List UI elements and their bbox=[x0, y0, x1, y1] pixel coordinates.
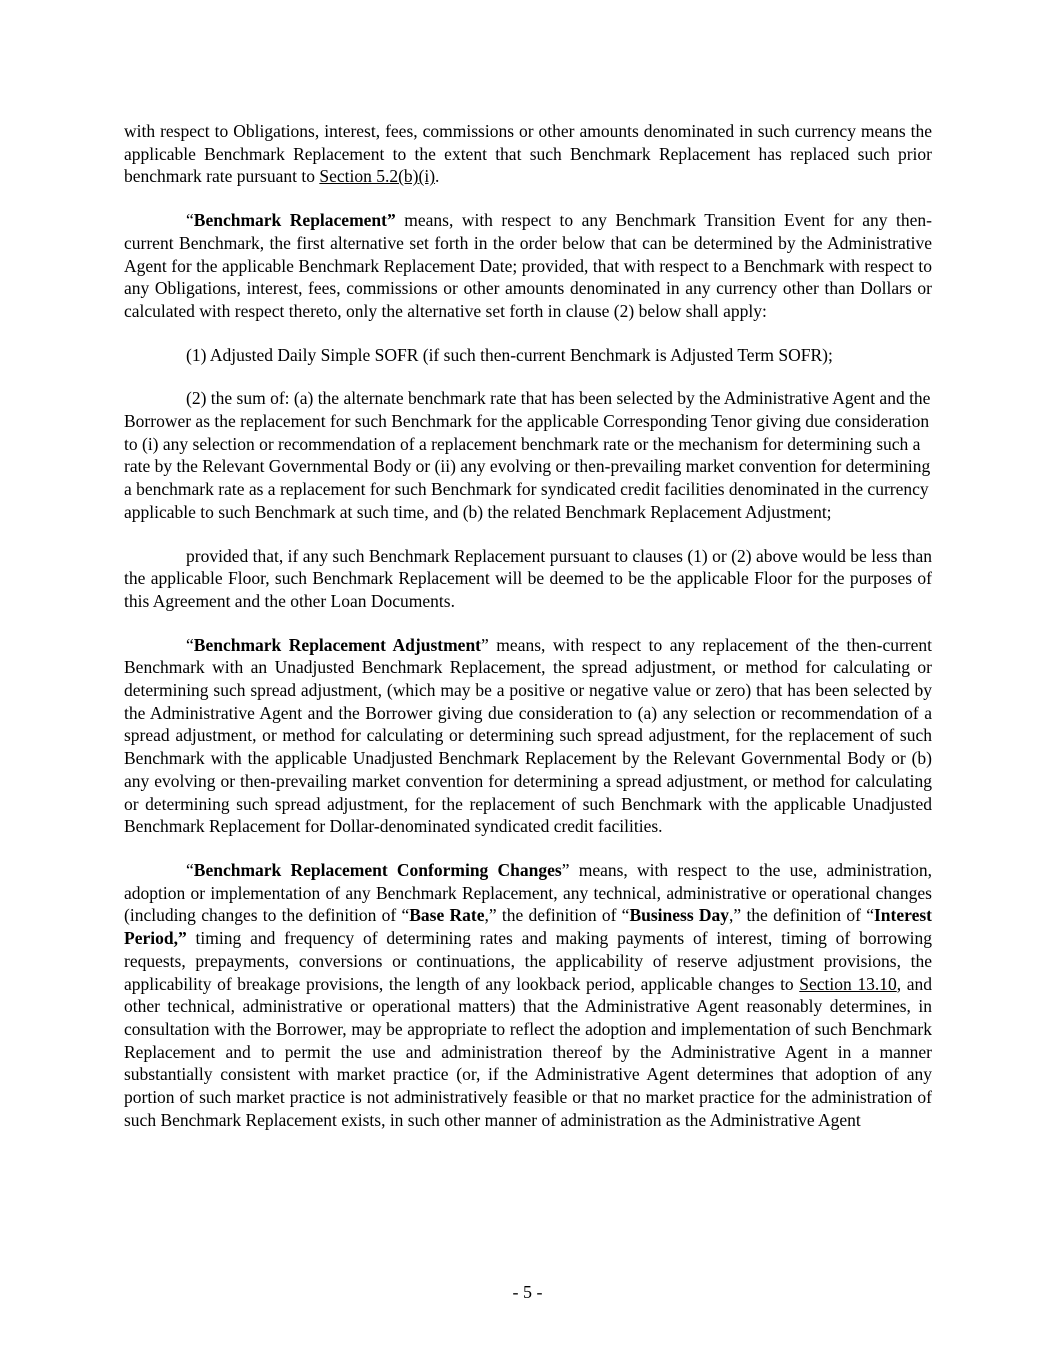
definition-text: timing and frequency of determining rates and making payments of interest, timing of borrowing requests, prepayments, conversions or continuations, the applicability of reserve adjustment provisions, the applicability of breakage provisions, the length of any lookback period, applicable changes to bbox=[124, 928, 932, 994]
definition-benchmark-replacement-adjustment bbox=[124, 634, 932, 838]
quote-mark: “ bbox=[186, 634, 194, 655]
clause-text: (2) the sum of: (a) the alternate benchmark rate that has been selected by the Administrative Agent and the Borrower as the replacement for such Benchmark for the applicable Corresponding Tenor giving due consideration to (i) any selection or recommendation of a replacement benchmark rate or the mechanism for determining such a rate by the Relevant Governmental Body or (ii) any evolving or then-prevailing market convention for determining a benchmark rate as a replacement for such Benchmark for syndicated credit facilities denominated in the currency applicable to such Benchmark at such time, and (b) the related Benchmark Replacement Adjustment; bbox=[124, 388, 931, 522]
defined-term: Benchmark Replacement” bbox=[193, 210, 396, 231]
clause-text: (1) Adjusted Daily Simple SOFR (if such then-current Benchmark is Adjusted Term SOFR); bbox=[186, 344, 833, 365]
definition-text: ,” the definition of “ bbox=[484, 905, 630, 926]
quote-mark: “ bbox=[186, 210, 194, 231]
defined-term: Benchmark Replacement Adjustment bbox=[193, 634, 482, 655]
paragraph-text: . bbox=[435, 166, 440, 187]
paragraph-continuation bbox=[124, 120, 932, 188]
page-number: - 5 - bbox=[512, 1282, 543, 1302]
definition-text: ,” the definition of “ bbox=[729, 905, 874, 926]
definition-text: means, with respect to the use, administration, adoption or implementation of any Benchmark Replacement, any technical, administrative or operational changes (including changes to the definition of “ bbox=[124, 859, 932, 926]
defined-term-base-rate: Base Rate bbox=[409, 905, 485, 926]
definition-text: , and other technical, administrative or operational matters) that the Administrative Agent reasonably determines, in consultation with the Borrower, may be appropriate to reflect the adoption and implementation of such Benchmark Replacement and to permit the use and administration thereof by the Administrative Agent in a manner substantially consistent with market practice (or, if the Administrative Agent determines that adoption of any portion of such market practice is not administratively feasible or that no market practice for the administration of such Benchmark Replacement exists, in such other manner of administration as the Administrative Agent bbox=[124, 973, 932, 1130]
defined-term: Benchmark Replacement Conforming Changes bbox=[193, 859, 562, 880]
definition-benchmark-replacement bbox=[124, 209, 932, 323]
paragraph-text: provided that, if any such Benchmark Replacement pursuant to clauses (1) or (2) above would be less than the applicable Floor, such Benchmark Replacement will be deemed to be the applicable Floor for the purposes of this Agreement and the other Loan Documents. bbox=[124, 545, 932, 611]
definition-benchmark-replacement-conforming-changes bbox=[124, 859, 932, 1131]
defined-term-business-day: Business Day bbox=[629, 905, 730, 926]
quote-mark: ” bbox=[481, 634, 489, 655]
clause-2 bbox=[124, 387, 932, 523]
section-reference: Section 13.10 bbox=[799, 973, 897, 994]
definition-text: means, with respect to any Benchmark Transition Event for any then-current Benchmark, the first alternative set forth in the order below that can be determined by the Administrative Agent for the applicable Benchmark Replacement Date; provided, that with respect to a Benchmark with respect to any Obligations, interest, fees, commissions or other amounts denominated in any currency other than Dollars or calculated with respect thereto, only the alternative set forth in clause (2) below shall apply: bbox=[124, 210, 932, 321]
quote-mark: “ bbox=[186, 859, 194, 880]
quote-mark: ” bbox=[561, 859, 570, 880]
paragraph-text: with respect to Obligations, interest, fees, commissions or other amounts denominated in such currency means the applicable Benchmark Replacement to the extent that such Benchmark Replacement has replaced such prior benchmark rate pursuant to bbox=[124, 121, 932, 187]
defined-term-interest-period: Interest Period,” bbox=[124, 905, 932, 949]
clause-1 bbox=[124, 344, 932, 367]
proviso-paragraph bbox=[124, 545, 932, 613]
section-reference: Section 5.2(b)(i) bbox=[319, 166, 436, 187]
document-page bbox=[124, 120, 932, 1152]
definition-text: means, with respect to any replacement of the then-current Benchmark with an Unadjusted Benchmark Replacement, the spread adjustment, or method for calculating or determining such spread adjustment, (which may be a positive or negative value or zero) that has been selected by the Administrative Agent and the Borrower giving due consideration to (a) any selection or recommendation of a spread adjustment, or method for calculating or determining such spread adjustment, for the replacement of such Benchmark with the applicable Unadjusted Benchmark Replacement by the Relevant Governmental Body or (b) any evolving or then-prevailing market convention for determining a spread adjustment, or method for calculating or determining such spread adjustment, for the replacement of such Benchmark with the applicable Unadjusted Benchmark Replacement for Dollar-denominated syndicated credit facilities. bbox=[124, 634, 933, 837]
